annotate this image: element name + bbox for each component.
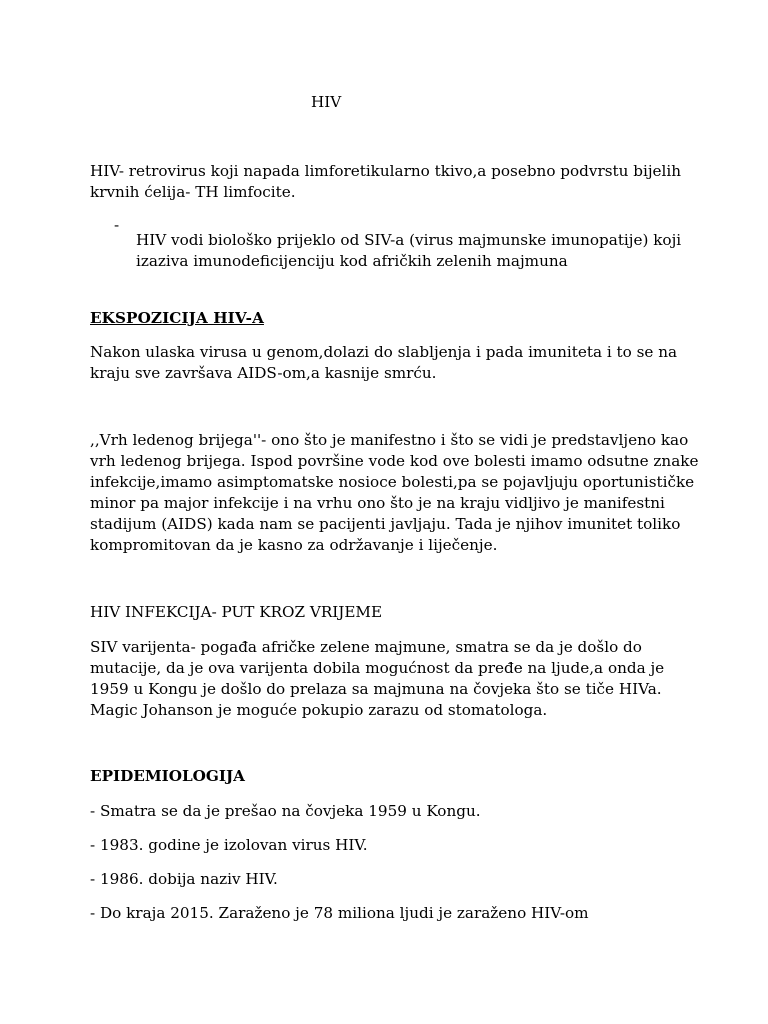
- bullet-line-2: izaziva imunodeficijenciju kod afričkih zelenih majmuna: [136, 252, 568, 271]
- epidemiologija-item: - 1983. godine je izolovan virus HIV.: [90, 836, 368, 854]
- intro-line-1: HIV- retrovirus koji napada limforetikularno tkivo,a posebno podvrstu bijelih: [90, 162, 682, 180]
- bullet-marker: -: [114, 216, 120, 234]
- ekspozicija-line-2: kraju sve završava AIDS-om,a kasnije smrću.: [90, 364, 437, 382]
- vrh-line-4: minor pa major infekcije i na vrhu ono što je na kraju vidljivo je manifestni: [90, 494, 665, 512]
- epidemiologija-item: - 1986. dobija naziv HIV.: [90, 870, 278, 888]
- heading-infekcija: HIV INFEKCIJA- PUT KROZ VRIJEME: [90, 603, 383, 621]
- infekcija-line-4: Magic Johanson je moguće pokupio zarazu od stomatologa.: [90, 701, 548, 719]
- vrh-line-3: infekcije,imamo asimptomatske nosioce bolesti,pa se pojavljuju oportunističke: [90, 473, 695, 491]
- vrh-line-6: kompromitovan da je kasno za održavanje i liječenje.: [90, 536, 498, 554]
- vrh-line-5: stadijum (AIDS) kada nam se pacijenti javljaju. Tada je njihov imunitet toliko: [90, 515, 681, 533]
- bullet-line-1: HIV vodi biološko prijeklo od SIV-a (virus majmunske imunopatije) koji: [136, 231, 682, 250]
- vrh-line-1: ,,Vrh ledenog brijega''- ono što je manifestno i što se vidi je predstavljeno kao: [90, 431, 689, 449]
- vrh-line-2: vrh ledenog brijega. Ispod površine vode kod ove bolesti imamo odsutne znake: [90, 452, 699, 470]
- infekcija-line-3: 1959 u Kongu je došlo do prelaza sa majmuna na čovjeka što se tiče HIVa.: [90, 680, 662, 698]
- infekcija-line-2: mutacije, da je ova varijenta dobila mogućnost da pređe na ljude,a onda je: [90, 659, 665, 677]
- heading-epidemiologija: EPIDEMIOLOGIJA: [90, 767, 245, 785]
- epidemiologija-item: - Do kraja 2015. Zaraženo je 78 miliona ljudi je zaraženo HIV-om: [90, 904, 589, 922]
- ekspozicija-line-1: Nakon ulaska virusa u genom,dolazi do slabljenja i pada imuniteta i to se na: [90, 343, 678, 361]
- infekcija-line-1: SIV varijenta- pogađa afričke zelene majmune, smatra se da je došlo do: [90, 638, 642, 656]
- heading-ekspozicija: EKSPOZICIJA HIV-A: [90, 309, 264, 327]
- epidemiologija-item: - Smatra se da je prešao na čovjeka 1959 u Kongu.: [90, 802, 481, 820]
- document-title: HIV: [311, 93, 342, 111]
- intro-line-2: krvnih ćelija- TH limfocite.: [90, 183, 296, 201]
